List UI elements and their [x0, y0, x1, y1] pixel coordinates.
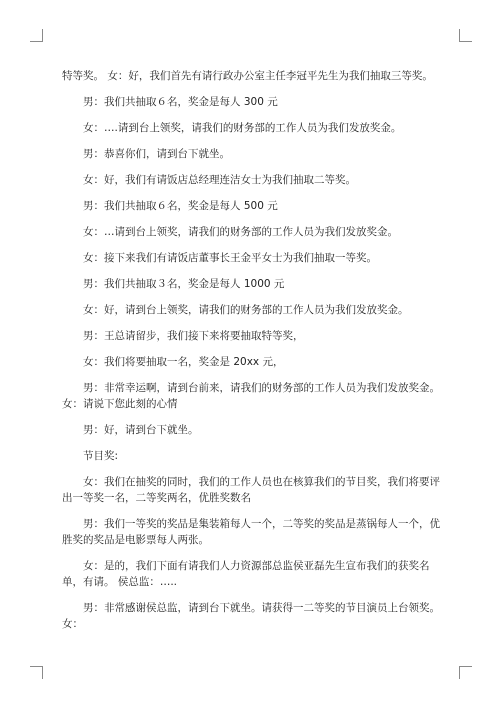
paragraph: 女：好，请到台上领奖，请我们的财务部的工作人员为我们发放奖金。 — [83, 304, 409, 316]
paragraph: 女：我们在抽奖的同时，我们的工作人员也在核算我们的节目奖，我们将要评出一等奖一名，二等奖两名，优胜奖数名 — [62, 476, 440, 504]
paragraph: 男：恭喜你们，请到台下就坐。 — [83, 148, 230, 160]
paragraph: 男：我们一等奖的奖品是集装箱每人一个，二等奖的奖品是蒸锅每人一个，优胜奖的奖品是电影票每人两张。 — [62, 518, 440, 546]
section-heading: 节目奖: — [83, 450, 119, 462]
crop-mark-top-right — [459, 29, 472, 42]
paragraph: 男：好，请到台下就坐。 — [83, 424, 199, 436]
paragraph: 男：非常感谢侯总监，请到台下就坐。请获得一二等奖的节目演员上台领奖。 女： — [62, 602, 440, 630]
paragraph: 男：我们共抽取６名，奖金是每人 300 元 — [83, 96, 278, 108]
crop-mark-bottom-left — [30, 666, 43, 679]
paragraph: 女：接下来我们有请饭店董事长王金平女士为我们抽取一等奖。 — [83, 252, 377, 264]
paragraph: 男：我们共抽取３名，奖金是每人 1000 元 — [83, 278, 285, 290]
document-body — [62, 68, 440, 642]
paragraph: 特等奖。 女：好，我们首先有请行政办公室主任李冠平先生为我们抽取三等奖。 — [62, 70, 433, 82]
crop-mark-top-left — [30, 29, 43, 42]
paragraph: 男：非常幸运啊，请到台前来，请我们的财务部的工作人员为我们发放奖金。 女：请说下您此刻的心情 — [62, 382, 440, 410]
paragraph: 女：好，我们有请饭店总经理连洁女士为我们抽取二等奖。 — [83, 174, 356, 186]
paragraph: 女：我们将要抽取一名，奖金是 20xx 元， — [83, 356, 284, 368]
paragraph: 男：王总请留步，我们接下来将要抽取特等奖， — [83, 330, 304, 342]
crop-mark-bottom-right — [459, 666, 472, 679]
paragraph: 女：….请到台上领奖，请我们的财务部的工作人员为我们发放奖金。 — [83, 122, 402, 134]
paragraph: 女：…请到台上领奖，请我们的财务部的工作人员为我们发放奖金。 — [83, 226, 398, 238]
paragraph: 女：是的，我们下面有请我们人力资源部总监侯亚磊先生宣布我们的获奖名单，有请。 侯总监：….. — [62, 560, 430, 588]
paragraph: 男：我们共抽取６名，奖金是每人 500 元 — [83, 200, 278, 212]
